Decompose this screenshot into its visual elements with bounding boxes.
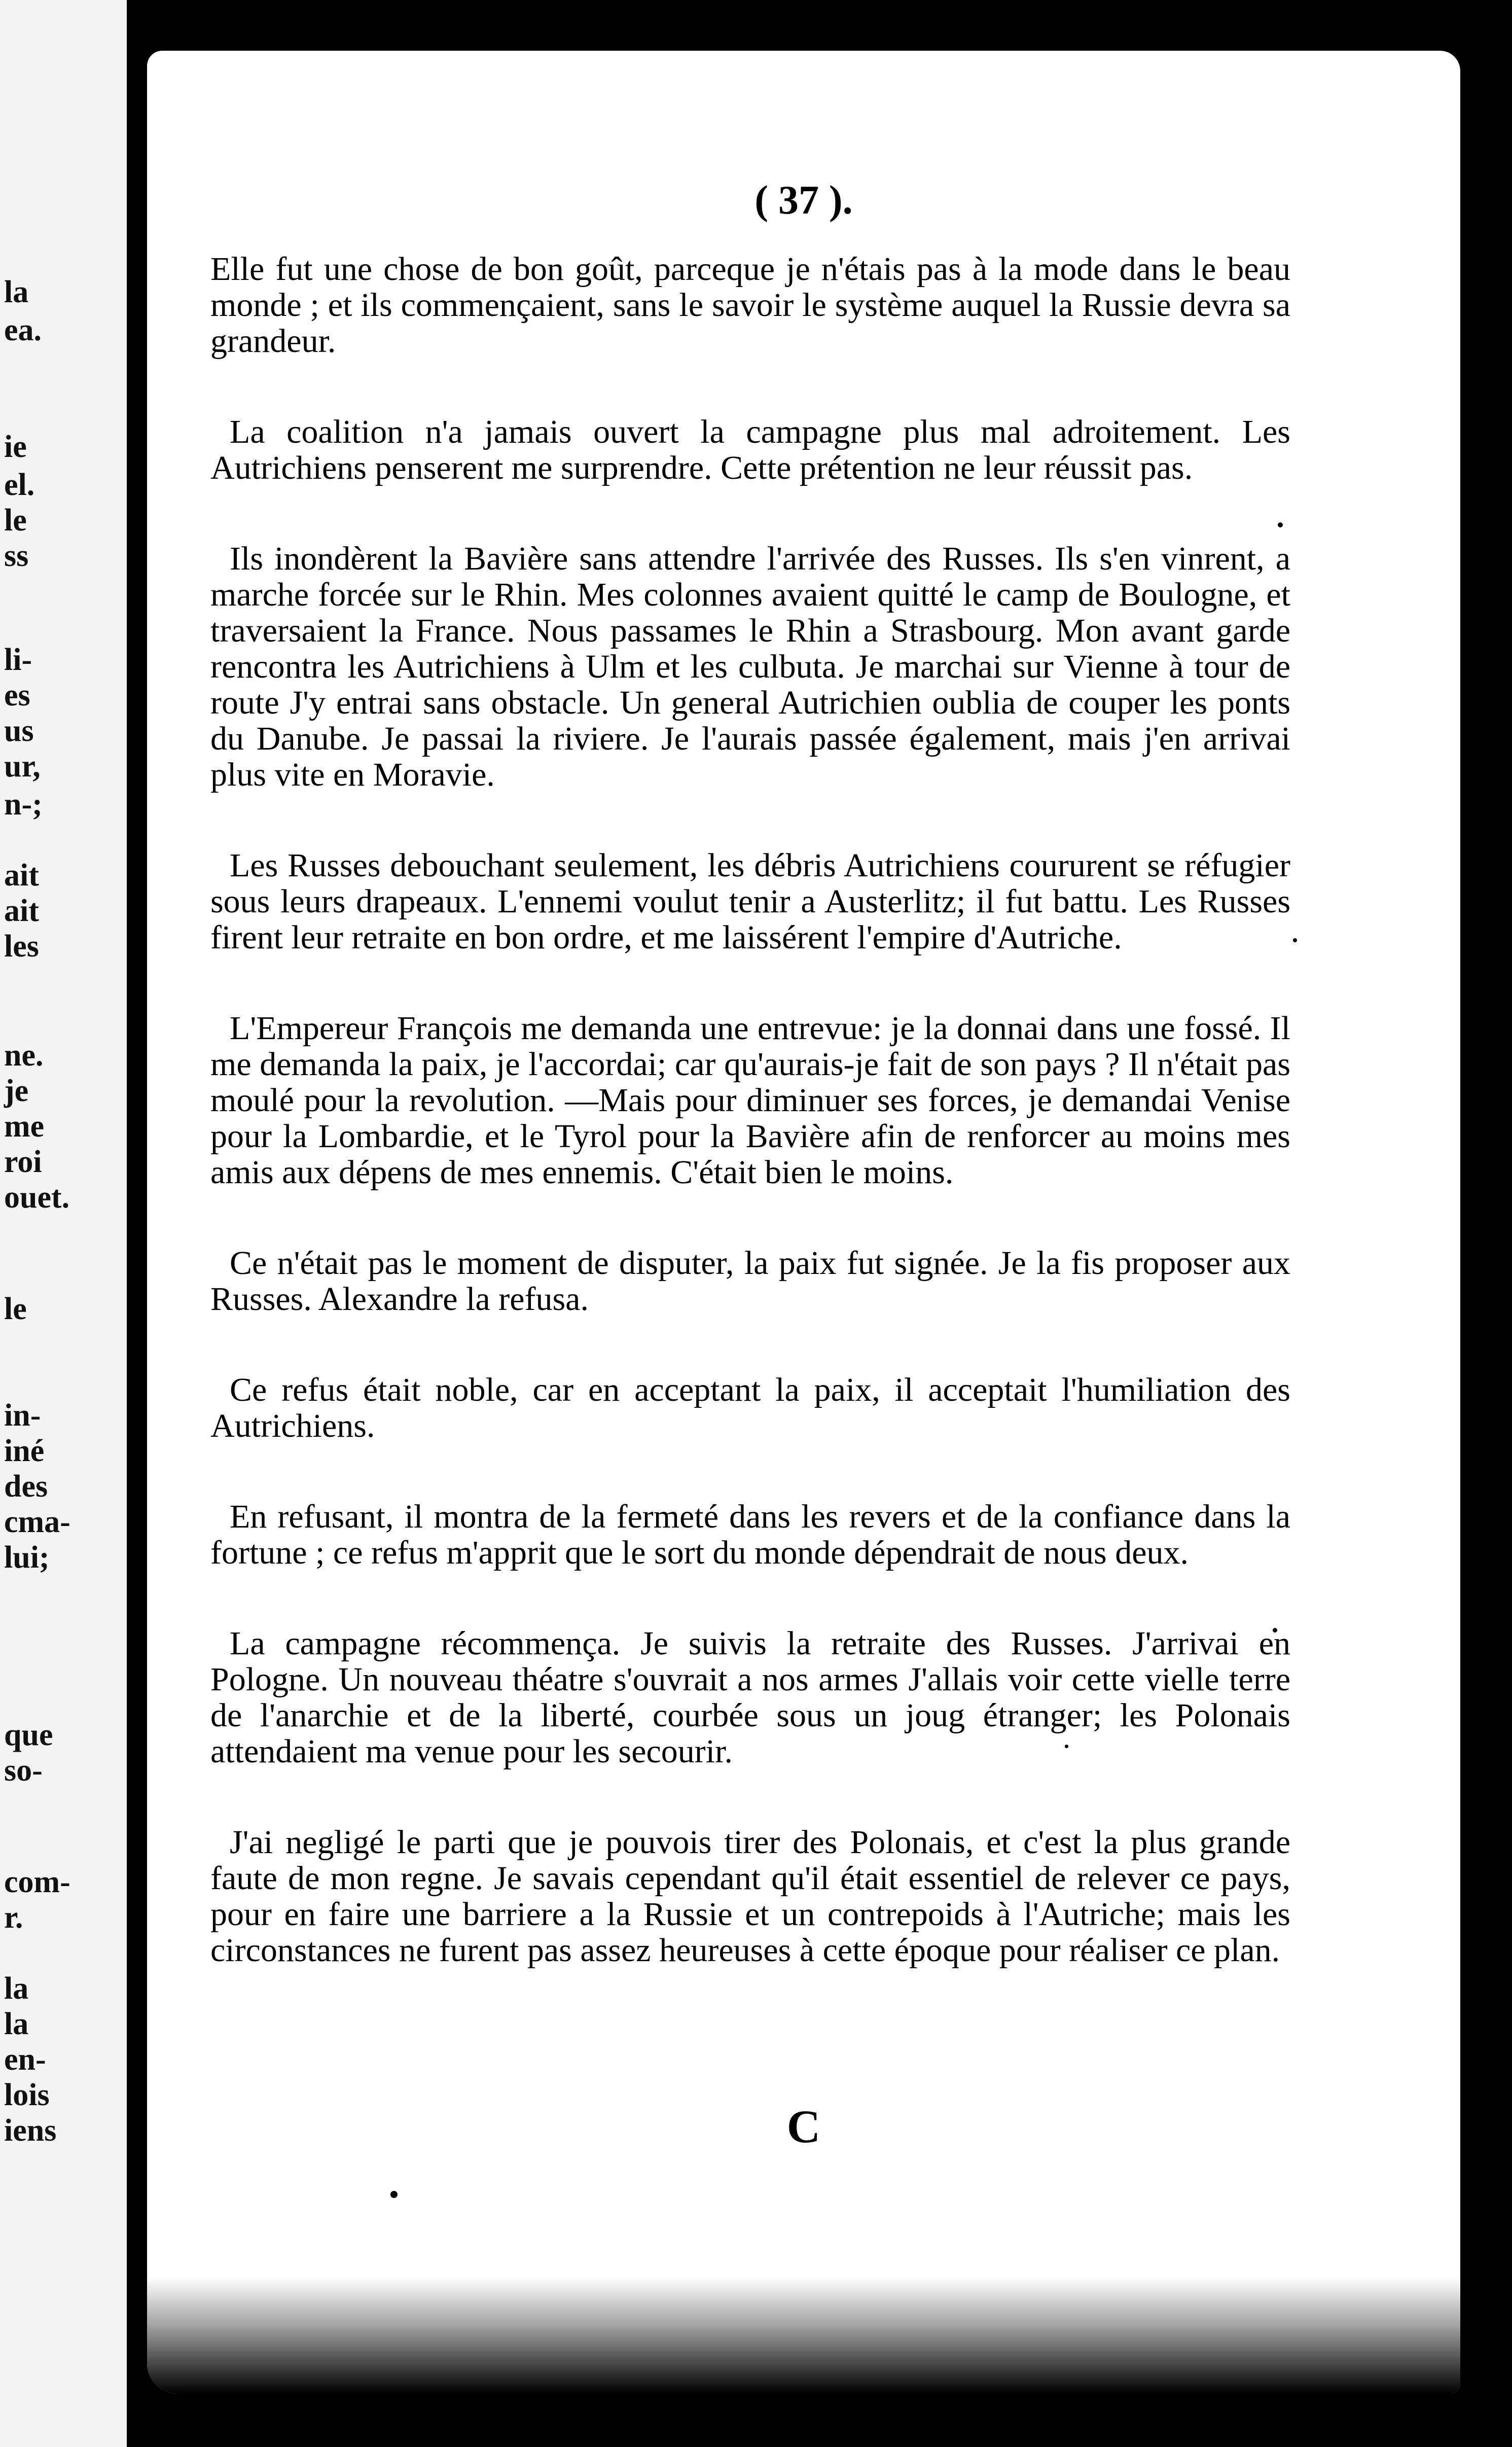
paragraph: En refusant, il montra de la fermeté dans les revers et de la confiance dans la fortune ; ce refus m'apprit que le sort du monde dépendrait de nous deux. — [210, 1498, 1290, 1571]
margin-fragment: roi — [4, 1145, 42, 1179]
margin-fragment: le — [4, 503, 27, 538]
margin-fragment: lois — [4, 2078, 50, 2112]
margin-fragment: des — [4, 1469, 48, 1504]
margin-fragment: iné — [4, 1434, 45, 1468]
margin-fragment: so- — [4, 1753, 43, 1788]
paragraph: Les Russes debouchant seulement, les débris Autrichiens coururent se réfugier sous leurs drapeaux. L'ennemi voulut tenir a Austerlitz; il fut battu. Les Russes firent leur retraite en bon ordre, et me laissérent l'empire d'Autriche. — [210, 847, 1290, 956]
margin-fragment: ea. — [4, 313, 42, 347]
margin-fragment: ait — [4, 858, 39, 893]
paragraph: La campagne récommença. Je suivis la retraite des Russes. J'arrivai en Pologne. Un nouveau théatre s'ouvrait a nos armes J'allais voir cette vielle terre de l'anarchie et de la liberté, courbée sous un joug étranger; les Polonais attendaient ma venue pour les secourir. — [210, 1625, 1290, 1770]
margin-fragment: ie — [4, 430, 27, 464]
margin-fragment: iens — [4, 2113, 57, 2148]
signature-mark: C — [786, 2101, 821, 2152]
margin-fragment: el. — [4, 468, 35, 502]
margin-fragment: me — [4, 1109, 45, 1144]
paragraph: Ce refus était noble, car en acceptant la paix, il acceptait l'humiliation des Autrichiens. — [210, 1371, 1290, 1444]
margin-fragment: ss — [4, 539, 29, 573]
scan-shadow — [147, 2277, 1460, 2394]
margin-fragment: us — [4, 714, 34, 748]
margin-fragment: n-; — [4, 787, 43, 822]
margin-fragment: com- — [4, 1865, 70, 1899]
margin-fragment: je — [4, 1074, 29, 1108]
margin-fragment: r. — [4, 1900, 23, 1935]
margin-fragment: en- — [4, 2042, 46, 2077]
paragraph: L'Empereur François me demanda une entrevue: je la donnai dans une fossé. Il me demanda la paix, je l'accordai; car qu'aurais-je fait de son pays ? Il n'était pas moulé pour la revolution. —Mais pour diminuer ses forces, je demandai Venise pour la Lombardie, et le Tyrol pour la Bavière afin de renforcer au moins mes amis aux dépens de mes ennemis. C'était bien le moins. — [210, 1010, 1290, 1191]
page-number: ( 37 ). — [754, 178, 853, 223]
margin-fragment: la — [4, 1971, 29, 2006]
book-page — [147, 51, 1460, 2394]
margin-fragment: ne. — [4, 1038, 44, 1073]
paragraph: Ils inondèrent la Bavière sans attendre l'arrivée des Russes. Ils s'en vinrent, a marche forcée sur le Rhin. Mes colonnes avaient quitté le camp de Boulogne, et traversaient la France. Nous passames le Rhin a Strasbourg. Mon avant garde rencontra les Autrichiens à Ulm et les culbuta. Je marchai sur Vienne à tour de route J'y entrai sans obstacle. Un general Autrichien oublia de couper les ponts du Danube. Je passai la riviere. Je l'aurais passée également, mais j'en arrivai plus vite en Moravie. — [210, 540, 1290, 793]
margin-fragment: ait — [4, 894, 39, 928]
margin-fragment: cma- — [4, 1505, 70, 1539]
page-body — [210, 251, 1290, 2023]
margin-fragment: les — [4, 929, 39, 964]
ink-speck — [1293, 938, 1297, 942]
margin-fragment: la — [4, 2007, 29, 2041]
paragraph: Ce n'était pas le moment de disputer, la paix fut signée. Je la fis proposer aux Russes. Alexandre la refusa. — [210, 1245, 1290, 1318]
margin-fragment: li- — [4, 643, 32, 677]
paragraph: Elle fut une chose de bon goût, parceque je n'étais pas à la mode dans le beau monde ; et ils commençaient, sans le savoir le système auquel la Russie devra sa grandeur. — [210, 251, 1290, 360]
ink-speck — [390, 2191, 398, 2198]
margin-fragment: le — [4, 1292, 27, 1326]
margin-fragment: lui; — [4, 1540, 50, 1575]
margin-fragment: es — [4, 678, 30, 713]
margin-fragment: que — [4, 1718, 53, 1752]
margin-fragment: ouet. — [4, 1180, 70, 1215]
paragraph: La coalition n'a jamais ouvert la campagne plus mal adroitement. Les Autrichiens penserent me surprendre. Cette prétention ne leur réussit pas. — [210, 413, 1290, 486]
margin-fragment: in- — [4, 1398, 41, 1433]
adjacent-page-strip — [0, 0, 127, 2447]
paragraph: J'ai negligé le parti que je pouvois tirer des Polonais, et c'est la plus grande faute de mon regne. Je savais cependant qu'il était essentiel de relever ce pays, pour en faire une barriere a la Russie et un contrepoids à l'Autriche; mais les circonstances ne furent pas assez heureuses à cette époque pour réaliser ce plan. — [210, 1824, 1290, 1969]
margin-fragment: la — [4, 275, 29, 309]
margin-fragment: ur, — [4, 749, 41, 784]
page-gutter — [127, 0, 147, 2447]
